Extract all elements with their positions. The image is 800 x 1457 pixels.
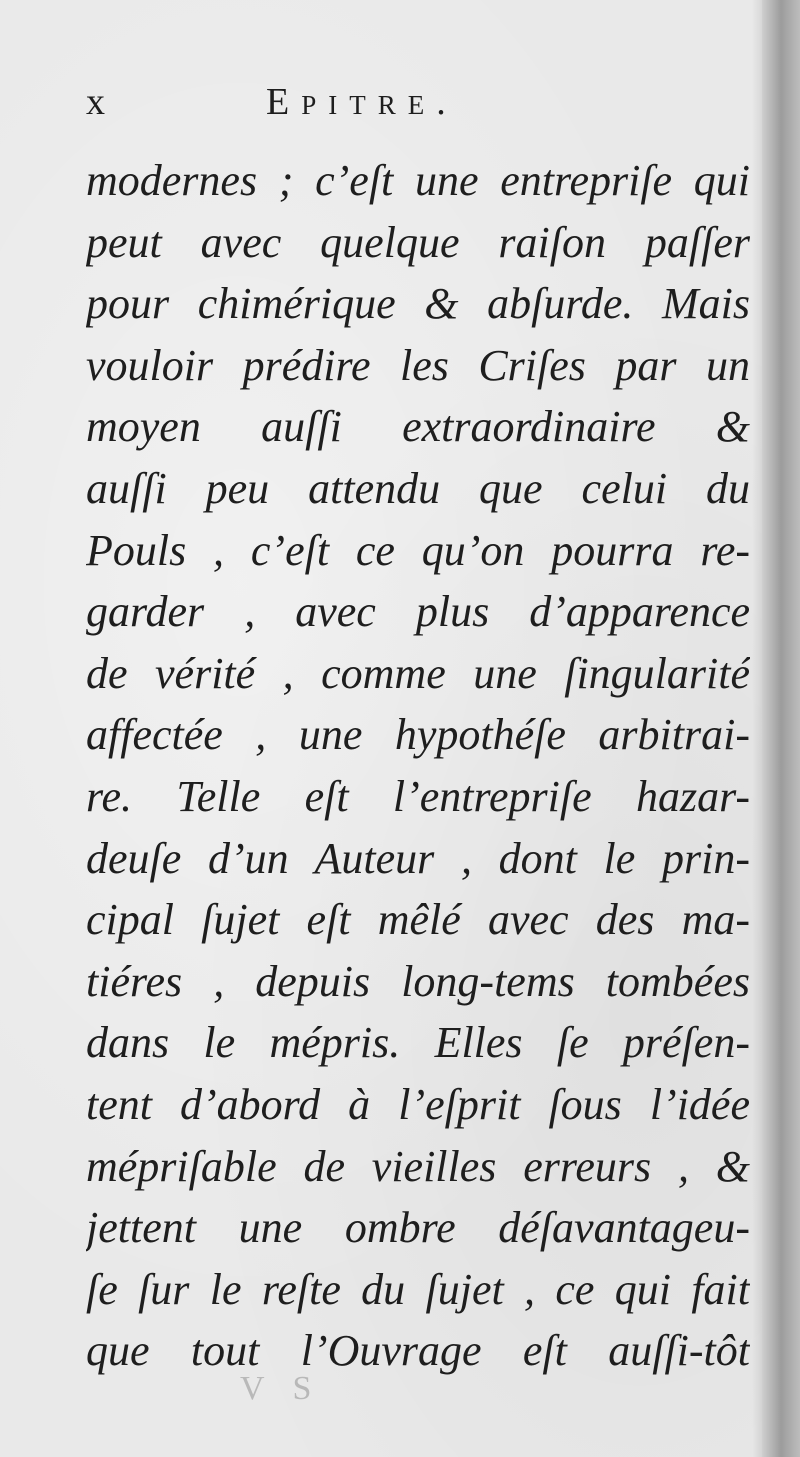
- gutter-shadow: [752, 0, 762, 1457]
- text-line: garder , avec plus d’apparence: [86, 587, 750, 637]
- running-head-title: Epitre.: [266, 81, 458, 123]
- text-line: re. Telle eſt l’entrepriſe hazar-: [86, 771, 750, 821]
- text-line: mépriſable de vieilles erreurs , &: [86, 1141, 750, 1191]
- text-line: dans le mépris. Elles ſe préſen-: [86, 1018, 750, 1068]
- text-line: auſſi peu attendu que celui du: [86, 463, 750, 513]
- text-line: moyen auſſi extraordinaire &: [86, 402, 750, 452]
- text-line: pour chimérique & abſurde. Mais: [86, 279, 750, 329]
- page-gutter: [762, 0, 800, 1457]
- page-number: x: [86, 81, 106, 123]
- text-line: tiéres , depuis long-tems tombées: [86, 956, 750, 1006]
- running-head: [86, 80, 716, 130]
- body-text: [86, 150, 750, 1382]
- text-line: cipal ſujet eſt mêlé avec des ma-: [86, 895, 750, 945]
- text-line: tent d’abord à l’eſprit ſous l’idée: [86, 1079, 750, 1129]
- text-line: que tout l’Ouvrage eſt auſſi-tôt: [86, 1326, 750, 1376]
- text-line: vouloir prédire les Criſes par un: [86, 340, 750, 390]
- text-line: affectée , une hypothéſe arbitrai-: [86, 710, 750, 760]
- text-line: peut avec quelque raiſon paſſer: [86, 217, 750, 267]
- bleed-through-text: V S: [240, 1370, 322, 1407]
- text-line: Pouls , c’eſt ce qu’on pourra re-: [86, 525, 750, 575]
- text-line: ſe ſur le reſte du ſujet , ce qui fait: [86, 1264, 750, 1314]
- text-line: modernes ; c’eſt une entrepriſe qui: [86, 156, 750, 205]
- text-line: de vérité , comme une ſingularité: [86, 648, 750, 698]
- text-line: deuſe d’un Auteur , dont le prin-: [86, 833, 750, 883]
- text-line: jettent une ombre déſavantageu-: [86, 1203, 750, 1253]
